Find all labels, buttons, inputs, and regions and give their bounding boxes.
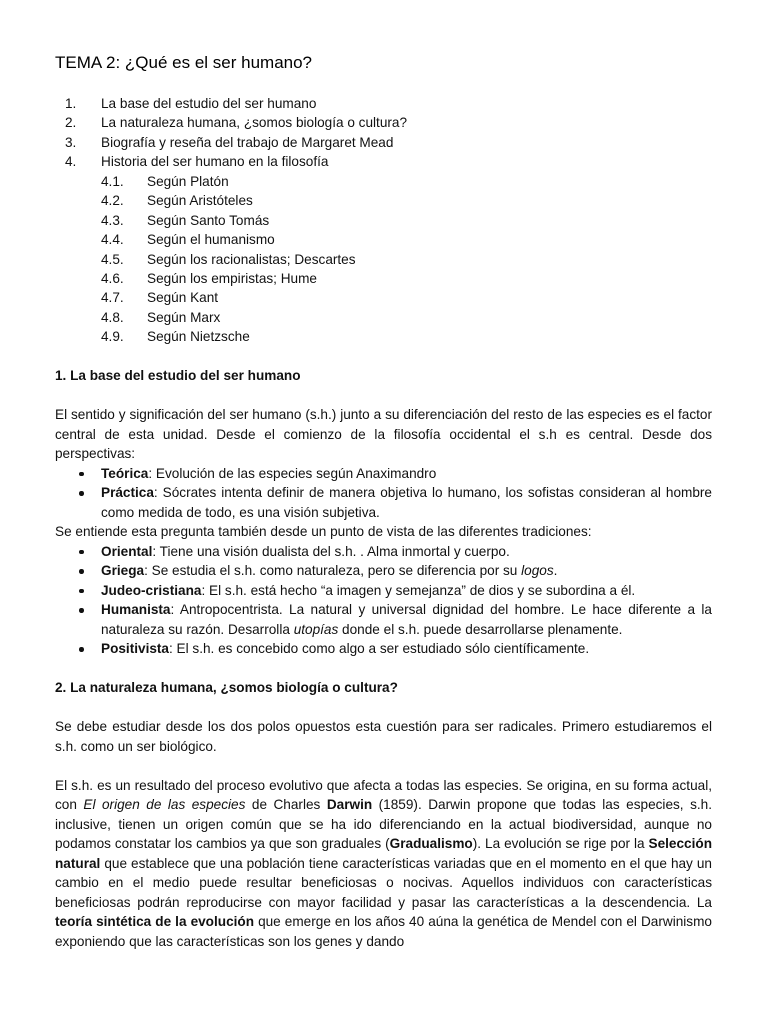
toc-subitem-number: 4.8. <box>101 309 124 325</box>
toc-subitem <box>0 327 768 346</box>
term: Griega <box>101 563 145 578</box>
toc-subitem-text: Según Aristóteles <box>147 193 253 209</box>
toc-item-number: 1. <box>65 96 77 111</box>
toc-subitem-text: Según los empiristas; Hume <box>147 270 317 286</box>
toc-subitem-number: 4.4. <box>101 232 124 248</box>
section-2-paragraph-2 <box>55 776 712 952</box>
definition: : Tiene una visión dualista del s.h. . Alma inmortal y cuerpo. <box>152 543 510 559</box>
term: Judeo-cristiana <box>101 582 202 598</box>
traditions-intro: Se entiende esta pregunta también desde un punto de vista de las diferentes tradiciones: <box>55 524 592 539</box>
book-title: El origen de las especies <box>83 797 246 812</box>
list-item <box>55 464 712 484</box>
toc-subitem-number: 4.7. <box>101 290 124 306</box>
toc-item-text: Historia del ser humano en la filosofía <box>101 154 329 170</box>
text-run: El s.h. es un resultado del proceso evolutivo que afecta a todas las especies. Se origina, en su forma actual, con <box>55 777 712 812</box>
section-2-heading: 2. La naturaleza humana, ¿somos biología o cultura? <box>55 680 398 695</box>
toc-item <box>0 152 768 171</box>
toc-subitem-text: Según el humanismo <box>147 232 275 248</box>
toc-subitem <box>0 172 768 191</box>
term: Positivista <box>101 641 169 656</box>
list-item <box>55 542 712 562</box>
term: Oriental <box>101 543 153 559</box>
perspectives-list <box>55 464 712 523</box>
toc-subitem-text: Según Kant <box>147 290 219 306</box>
toc-item-number: 3. <box>65 134 77 150</box>
text-run: (1859). Darwin propone que todas las especies, s.h. inclusive, tienen un origen común que se ha ido diferenciando en la actual biodiversidad, aunque no podamos constatar los cambios ya que son graduales ( <box>55 797 712 851</box>
list-item <box>55 639 712 659</box>
toc-subitem <box>0 211 768 230</box>
list-item <box>55 600 712 639</box>
text-run: de Charles <box>245 797 327 812</box>
term: Teórica <box>101 465 149 481</box>
toc-item-number: 2. <box>65 115 77 131</box>
text-run: que establece que una población tiene características variadas que en el momento en el que hay un cambio en el medio puede resultar beneficiosas o nocivas. Aquellos individuos con características beneficiosas podrán reproducirse con mayor facilidad y pasar las características a la descendencia. La <box>55 855 712 910</box>
toc-subitem-number: 4.1. <box>101 173 124 189</box>
toc-subitem-text: Según Santo Tomás <box>147 212 270 228</box>
table-of-contents <box>0 94 768 347</box>
definition-end: donde el s.h. puede desarrollarse plenamente. <box>338 621 623 637</box>
document-title: TEMA 2: ¿Qué es el ser humano? <box>55 53 313 72</box>
definition: : El s.h. es concebido como algo a ser estudiado sólo científicamente. <box>169 641 590 656</box>
toc-subitem <box>0 250 768 269</box>
toc-subitem <box>0 191 768 210</box>
toc-subitem-text: Según Nietzsche <box>147 329 250 345</box>
definition: : El s.h. está hecho “a imagen y semejanza” de dios y se subordina a él. <box>201 582 636 598</box>
definition: : Se estudia el s.h. como naturaleza, pero se diferencia por su <box>144 563 522 578</box>
toc-subitem <box>0 288 768 307</box>
list-item <box>55 561 712 581</box>
emphasis: logos <box>521 563 554 578</box>
definition: : Sócrates intenta definir de manera objetiva lo humano, los sofistas consideran al hombre como medida de todo, es una visión subjetiva. <box>101 485 712 520</box>
section-1-intro: El sentido y significación del ser humano (s.h.) junto a su diferenciación del resto de las especies es el factor central de esta unidad. Desde el comienzo de la filosofía occidental el s.h es central. Desde dos perspectivas: <box>55 407 712 461</box>
toc-subitem <box>0 269 768 288</box>
toc-subitem-number: 4.6. <box>101 270 124 286</box>
toc-item-text: La base del estudio del ser humano <box>101 96 317 111</box>
list-item <box>55 483 712 522</box>
toc-subitem-number: 4.2. <box>101 193 124 209</box>
definition-end: . <box>553 563 558 578</box>
emphasis: utopías <box>293 621 339 637</box>
toc-subitem-text: Según Platón <box>147 173 229 189</box>
term: Práctica <box>101 485 154 500</box>
bold-term: Selección natural <box>55 836 712 871</box>
term: Humanista <box>101 602 171 617</box>
definition: : Evolución de las especies según Anaximandro <box>148 465 437 481</box>
bold-term: Darwin <box>326 797 373 812</box>
definition: : Antropocentrista. La natural y universal dignidad del hombre. Le hace diferente a la naturaleza su razón. Desarrolla <box>101 602 712 637</box>
toc-item-text: Biografía y reseña del trabajo de Margaret Mead <box>101 134 394 150</box>
toc-subitem-text: Según los racionalistas; Descartes <box>147 251 356 267</box>
toc-item <box>0 113 768 132</box>
toc-subitem <box>0 308 768 327</box>
toc-subitem-number: 4.3. <box>101 212 124 228</box>
toc-subitem-number: 4.9. <box>101 329 124 345</box>
traditions-list <box>55 542 712 659</box>
section-2-paragraph-1: Se debe estudiar desde los dos polos opuestos esta cuestión para ser radicales. Primero estudiaremos el s.h. como un ser biológico. <box>55 719 712 754</box>
toc-subitem-number: 4.5. <box>101 251 124 267</box>
bold-term: teoría sintética de la evolución <box>55 914 255 929</box>
toc-item-number: 4. <box>65 154 77 170</box>
list-item <box>55 581 712 601</box>
toc-item <box>0 133 768 152</box>
toc-subitem <box>0 230 768 249</box>
toc-item-text: La naturaleza humana, ¿somos biología o cultura? <box>101 115 408 131</box>
section-1-heading: 1. La base del estudio del ser humano <box>55 368 301 383</box>
text-run: ). La evolución se rige por la <box>472 836 649 851</box>
bold-term: Gradualismo <box>389 836 473 851</box>
text-run: que emerge en los años 40 aúna la genética de Mendel con el Darwinismo exponiendo que las características son los genes y dando <box>55 914 712 949</box>
toc-subitem-text: Según Marx <box>147 309 221 325</box>
document-body <box>55 366 712 951</box>
toc-item <box>0 94 768 113</box>
